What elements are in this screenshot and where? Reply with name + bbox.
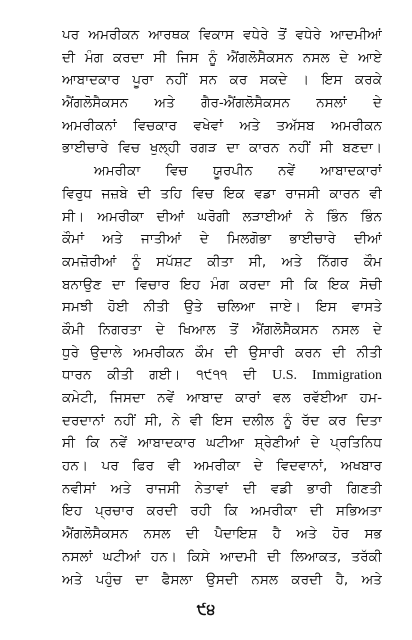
text-line xyxy=(62,183,382,206)
text-line-content: ਨਵੀਸਾਂ ਅਤੇ ਰਾਜਸੀ ਨੇਤਾਵਾਂ ਦੀ ਵਡੀ ਭਾਰੀ ਗਿਣਤੀ xyxy=(62,480,382,497)
text-line xyxy=(62,387,382,410)
text-line-content: ਨਸਲਾਂ ਘਟੀਆਂ ਹਨ। ਕਿਸੇ ਆਦਮੀ ਦੀ ਲਿਆਕਤ, ਤਰੱਕੀ xyxy=(62,548,382,565)
text-line-content: ਇਹ ਪ੍ਰਚਾਰ ਕਰਦੀ ਰਹੀ ਕਿ ਅਮਰੀਕਾ ਦੀ ਸਭਿਅਤਾ xyxy=(62,503,382,520)
text-line xyxy=(62,206,382,229)
text-line xyxy=(62,523,382,546)
text-line-content: ਦਰਦਾਨਾਂ ਨਹੀਂ ਸੀ, ਨੇ ਵੀ ਇਸ ਦਲੀਲ ਨੂੰ ਰੱਦ ਕਰ ਦਿਤਾ xyxy=(62,412,382,429)
body-text xyxy=(62,24,382,591)
text-line-content: ਦੀ ਮੰਗ ਕਰਦਾ ਸੀ ਜਿਸ ਨੂੰ ਐਂਗਲੋਸੈਕਸਨ ਨਸਲ ਦੇ ਆਏ xyxy=(62,49,382,66)
text-line-content: ਧੁਰੇ ਉਦਾਲੇ ਅਮਰੀਕਨ ਕੌਮ ਦੀ ਉਸਾਰੀ ਕਰਨ ਦੀ ਨੀਤੀ xyxy=(62,344,382,361)
text-line-content: ਕਮੇਟੀ, ਜਿਸਦਾ ਨਵੇਂ ਆਬਾਦ ਕਾਰਾਂ ਵਲ ਰਵੱਈਆ ਹਮ- xyxy=(62,390,382,406)
text-line xyxy=(62,228,382,251)
text-line-content: ਐਂਗਲੋਸੈਕਸਨ ਨਸਲ ਦੀ ਪੈਦਾਇਸ਼ ਹੈ ਅਤੇ ਹੋਰ ਸਭ xyxy=(62,526,382,543)
text-line xyxy=(62,274,382,297)
text-line-content: ਧਾਰਨ ਕੀਤੀ ਗਈ। ੧੯੧੧ ਦੀ xyxy=(62,367,273,384)
text-line xyxy=(62,432,382,455)
text-line-content: ਸੀ। ਅਮਰੀਕਾ ਦੀਆਂ ਘਰੋਗੀ ਲੜਾਈਆਂ ਨੇ ਭਿੰਨ ਭਿੰਨ xyxy=(62,208,382,225)
text-line-content: ਅਤੇ ਪਹੁੰਚ ਦਾ ਫੈਸਲਾ ਉਸਦੀ ਨਸਲ ਕਰਦੀ ਹੈ, ਅਤੇ xyxy=(62,571,382,588)
text-line-content: ਸਮਝੀ ਹੋਈ ਨੀਤੀ ਉਤੇ ਚਲਿਆ ਜਾਏ। ਇਸ ਵਾਸਤੇ xyxy=(62,299,382,316)
text-line xyxy=(62,455,382,478)
text-line xyxy=(62,69,382,92)
text-line-content: ਭਾਈਚਾਰੇ ਵਿਚ ਖੁਲ੍ਹੀ ਰਗੜ ਦਾ ਕਾਰਨ ਨਹੀਂ ਸੀ ਬਣਦਾ। xyxy=(62,140,382,157)
text-line xyxy=(62,364,382,387)
text-line xyxy=(62,342,382,365)
text-line xyxy=(62,251,382,274)
text-line-content: ਹਨ। ਪਰ ਫਿਰ ਵੀ ਅਮਰੀਕਾ ਦੇ ਵਿਦਵਾਨਾਂ, ਅਖਬਾਰ xyxy=(62,458,382,475)
text-line xyxy=(62,92,382,115)
text-line-content: ਆਬਾਦਕਾਰ ਪੂਰਾ ਨਹੀਂ ਸਨ ਕਰ ਸਕਦੇ । ਇਸ ਕਰਕੇ xyxy=(62,72,382,89)
latin-term: U.S. Immigration xyxy=(272,368,382,384)
text-line xyxy=(62,478,382,501)
text-line xyxy=(62,319,382,342)
text-line-content: ਵਿਰੁਧ ਜਜ਼ਬੇ ਦੀ ਤਹਿ ਵਿਚ ਇਕ ਵਡਾ ਰਾਜਸੀ ਕਾਰਨ ਵੀ xyxy=(62,185,382,202)
page-number: ੯੪ xyxy=(196,600,216,618)
text-line xyxy=(62,500,382,523)
text-line xyxy=(62,137,382,160)
text-line xyxy=(62,569,382,592)
text-line-content: ਸੀ ਕਿ ਨਵੇਂ ਆਬਾਦਕਾਰ ਘਟੀਆ ਸ਼੍ਰੇਣੀਆਂ ਦੇ ਪ੍ਰਤਿਨਿਧ xyxy=(62,435,382,452)
text-line xyxy=(62,296,382,319)
text-line-content: ਅਮਰੀਕਨਾਂ ਵਿਚਕਾਰ ਵਖੇਵਾਂ ਅਤੇ ਤਅੱਸਬ ਅਮਰੀਕਨ xyxy=(62,117,382,134)
text-line-content: ਅਮਰੀਕਾ ਵਿਚ ਯੂਰਪੀਨ ਨਵੇਂ ਆਬਾਦਕਾਰਾਂ xyxy=(94,163,382,180)
text-line xyxy=(62,115,382,138)
text-line-content: ਕੌਮੀ ਨਿਗਰਤਾ ਦੇ ਖਿਆਲ ਤੋਂ ਐਂਗਲੋਸੈਕਸਨ ਨਸਲ ਦੇ xyxy=(62,321,382,338)
text-line-content: ਕੌਮਾਂ ਅਤੇ ਜਾਤੀਆਂ ਦੇ ਮਿਲਗੋਭਾ ਭਾਈਚਾਰੇ ਦੀਆਂ xyxy=(62,231,382,248)
text-line xyxy=(62,410,382,433)
text-line-content: ਬਨਾਉਣ ਦਾ ਵਿਚਾਰ ਇਹ ਮੰਗ ਕਰਦਾ ਸੀ ਕਿ ਇਕ ਸੋਚੀ xyxy=(62,276,382,293)
text-line xyxy=(62,47,382,70)
text-line xyxy=(62,160,382,183)
text-line-content: ਐਂਗਲੋਸੈਕਸਨ ਅਤੇ ਗੈਰ-ਐਂਗਲੋਸੈਕਸਨ ਨਸਲਾਂ ਦੇ xyxy=(62,95,382,112)
text-line xyxy=(62,546,382,569)
text-line-content: ਪਰ ਅਮਰੀਕਨ ਆਰਥਕ ਵਿਕਾਸ ਵਧੇਰੇ ਤੋਂ ਵਧੇਰੇ ਆਦਮੀਆਂ xyxy=(62,27,382,43)
text-line xyxy=(62,24,382,47)
text-line-content: ਕਮਜ਼ੋਰੀਆਂ ਨੂੰ ਸਪੱਸ਼ਟ ਕੀਤਾ ਸੀ, ਅਤੇ ਨਿੱਗਰ ਕੌਮ xyxy=(62,253,382,270)
